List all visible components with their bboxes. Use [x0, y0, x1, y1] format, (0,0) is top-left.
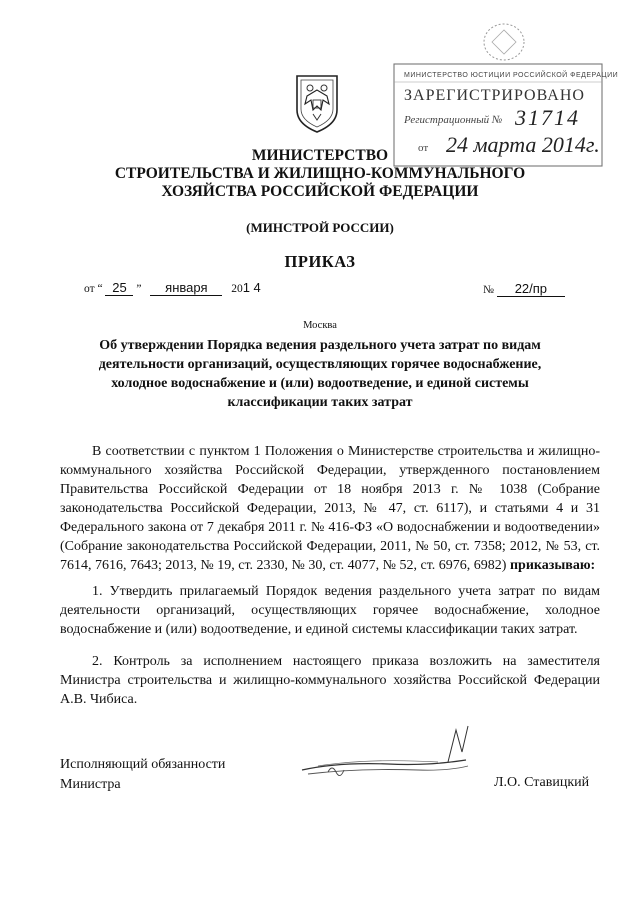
stamp-date-prefix: от — [418, 142, 429, 154]
stamp-ministry-line: МИНИСТЕРСТВО ЮСТИЦИИ РОССИЙСКОЙ ФЕДЕРАЦИИ — [404, 72, 619, 79]
date-open-quote: “ — [97, 283, 103, 295]
stamp-reg-number: 31714 — [515, 105, 580, 130]
handwritten-signature — [298, 722, 473, 792]
coat-of-arms-emblem — [293, 70, 341, 134]
item-2-paragraph: 2. Контроль за исполнением настоящего приказа возложить на заместителя Министра строительства и жилищно-коммунального хозяйства Российской Федерации А.В. Чибиса. — [60, 654, 600, 707]
ministry-line-2: СТРОИТЕЛЬСТВА И ЖИЛИЩНО-КОММУНАЛЬНОГО — [114, 165, 526, 182]
document-type: ПРИКАЗ — [284, 252, 356, 271]
order-title — [0, 336, 640, 412]
date-day: 25 — [105, 281, 133, 296]
number-value: 22/пр — [497, 282, 565, 297]
item-1-paragraph: 1. Утвердить прилагаемый Порядок ведения раздельного учета затрат по видам деятельности организаций, осуществляющих горячее водоснабжение, холодное водоснабжение и (или) водоотведение, и единой системы классификации таких затрат. — [60, 584, 600, 637]
ministry-line-1: МИНИСТЕРСТВО — [251, 147, 389, 164]
ministry-short-name: (МИНСТРОЙ РОССИИ) — [246, 220, 394, 235]
city: Москва — [303, 320, 337, 331]
signatory-name: Л.О. Ставицкий — [494, 775, 590, 790]
title-line-2: деятельности организаций, осуществляющих горячее водоснабжение, — [98, 357, 542, 372]
position-line-1: Исполняющий обязанности — [60, 757, 226, 772]
order-verb: приказываю: — [509, 558, 596, 573]
title-line-4: классификации таких затрат — [227, 395, 413, 410]
stamp-reg-date: 24 марта 2014г. — [446, 132, 600, 157]
preamble-paragraph — [60, 442, 600, 575]
ministry-heading — [0, 147, 640, 201]
order-date — [84, 280, 261, 296]
order-number — [483, 282, 565, 297]
date-year-suffix: 1 4 — [242, 280, 261, 295]
stamp-reg-label: Регистрационный № — [404, 114, 503, 126]
date-prefix: от — [84, 283, 95, 295]
date-year-prefix: 20 — [231, 283, 243, 295]
title-line-1: Об утверждении Порядка ведения раздельного учета затрат по видам — [99, 338, 541, 353]
number-label: № — [483, 284, 494, 296]
preamble-text: В соответствии с пунктом 1 Положения о Министерстве строительства и жилищно-коммунального хозяйства Российской Федерации, утвержденного постановлением Правительства Российской Федерации от 18 ноября 2013 г. № 1038 (Собрание законодательства Российской Федерации, 2013, № 47, ст. 6117), и статьями 4 и 31 Федерального закона от 7 декабря 2011 г. № 416-ФЗ «О водоснабжении и водоотведении» (Собрание законодательства Российской Федерации, 2011, № 50, ст. 7358; 2012, № 53, ст. 7614, 7616, 7643; 2013, № 19, ст. 2330, № 30, ст. 4077, № 52, ст. 6976, 6982) — [60, 444, 600, 573]
title-line-3: холодное водоснабжение и (или) водоотведение, и единой системы — [111, 376, 529, 391]
ministry-line-3: ХОЗЯЙСТВА РОССИЙСКОЙ ФЕДЕРАЦИИ — [161, 183, 479, 200]
signatory-position — [60, 755, 225, 795]
date-close-quote: ” — [136, 283, 142, 295]
position-line-2: Министра — [60, 777, 121, 792]
date-month: января — [150, 281, 222, 296]
stamp-registered-text: ЗАРЕГИСТРИРОВАНО — [404, 87, 585, 104]
